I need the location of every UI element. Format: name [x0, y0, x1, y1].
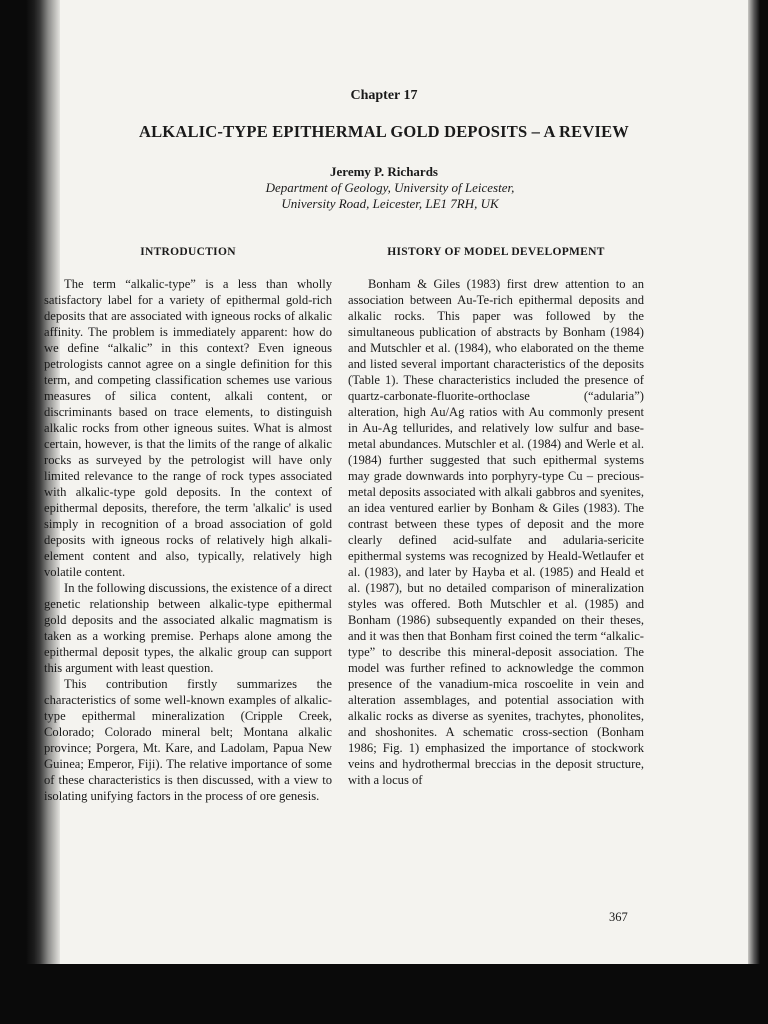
- intro-paragraph-1: The term “alkalic-type” is a less than wholly satisfactory label for a variety of epithermal gold-rich deposits that are associated with igneous rocks of alkalic affinity. The problem is immediately apparent: how do we define “alkalic” in this context? Even igneous petrologists cannot agree on a single definition for this term, and competing classification schemes use various measures of silica content, alkali content, or discriminants based on trace elements, to distinguish alkalic rocks from other igneous suites. What is almost certain, however, is that the limits of the range of alkalic rocks as surveyed by the petrologist will have only limited relevance to the range of rock types associated with alkalic-type gold deposits. In the context of epithermal deposits, therefore, the term 'alkalic' is used simply in recognition of a broad association of gold deposits with igneous rocks of relatively high alkali-element content and also, typically, relatively high volatile content.: [44, 277, 332, 579]
- affiliation-line-1: Department of Geology, University of Leicester,: [265, 180, 515, 195]
- chapter-title: ALKALIC-TYPE EPITHERMAL GOLD DEPOSITS – A REVIEW: [138, 122, 630, 141]
- chapter-label: Chapter 17: [350, 88, 418, 103]
- introduction-heading: INTRODUCTION: [140, 246, 236, 258]
- left-column: [44, 276, 332, 804]
- right-column: [348, 276, 644, 788]
- history-heading: HISTORY OF MODEL DEVELOPMENT: [387, 246, 605, 258]
- scan-border-bottom: [0, 964, 768, 1024]
- author-name: Jeremy P. Richards: [330, 164, 438, 179]
- page-number: 367: [609, 910, 628, 924]
- intro-paragraph-3: This contribution firstly summarizes the characteristics of some well-known examples of alkalic-type epithermal mineralization (Cripple Creek, Colorado; Colorado mineral belt; Montana alkalic province; Porgera, Mt. Kare, and Ladolam, Papua New Guinea; Emperor, Fiji). The relative importance of some of these characteristics is then discussed, with a view to isolating unifying factors in the process of ore genesis.: [44, 677, 332, 803]
- scan-shadow-right: [748, 0, 768, 964]
- history-paragraph-1: Bonham & Giles (1983) first drew attention to an association between Au-Te-rich epithermal deposits and alkalic rocks. This paper was followed by the simultaneous publication of abstracts by Bonham (1984) and Mutschler et al. (1984), who elaborated on the theme and listed several important characteristics of the deposits (Table 1). These characteristics included the presence of quartz-carbonate-fluorite-orthoclase (“adularia”) alteration, high Au/Ag ratios with Au commonly present in Au-Ag tellurides, and relatively low sulfur and base-metal abundances. Mutschler et al. (1984) and Werle et al. (1984) further suggested that such epithermal systems may grade downwards into porphyry-type Cu – precious-metal deposits associated with alkali gabbros and syenites, an idea ventured earlier by Bonham & Giles (1983). The contrast between these types of deposit and the more clearly defined acid-sulfate and adularia-sericite epithermal systems was recognized by Heald-Wetlaufer et al. (1983), and later by Hayba et al. (1985) and Heald et al. (1987), but no detailed comparison of mineralization styles was offered. Both Mutschler et al. (1985) and Bonham (1986) subsequently expanded on their theses, and it was then that Bonham first coined the term “alkalic-type” to describe this mineral-deposit association. The model was further refined to acknowledge the common presence of the vanadium-mica roscoelite in vein and alteration assemblages, and potential association with alkalic rocks as diverse as syenites, trachytes, phonolites, and shoshonites. A schematic cross-section (Bonham 1986; Fig. 1) emphasized the importance of stockwork veins and hydrothermal breccias in the deposit structure, with a locus of: [348, 277, 644, 787]
- affiliation-line-2: University Road, Leicester, LE1 7RH, UK: [281, 196, 499, 211]
- intro-paragraph-2: In the following discussions, the existence of a direct genetic relationship between alkalic-type epithermal gold deposits and the associated alkalic magmatism is taken as a working premise. Perhaps alone among the epithermal deposit types, the alkalic group can support this argument with least question.: [44, 581, 332, 675]
